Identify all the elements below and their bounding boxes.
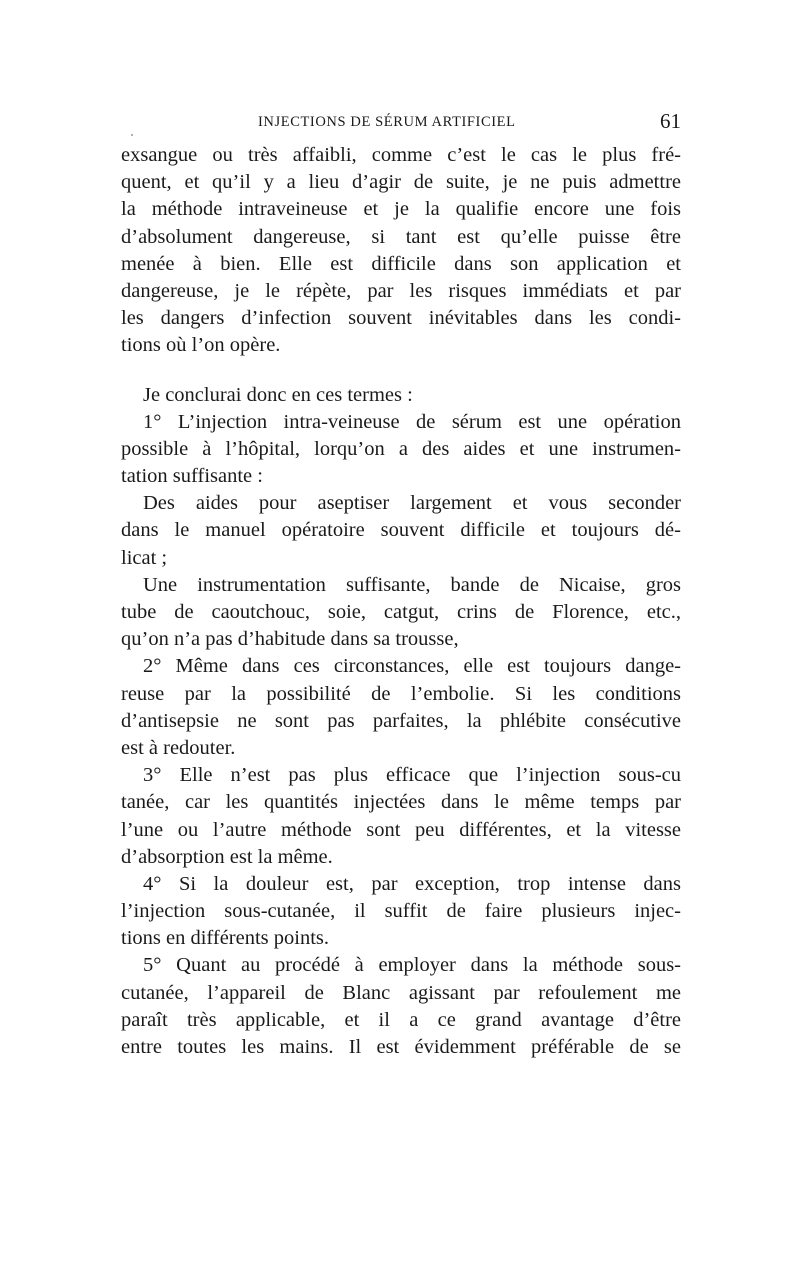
- text-line: menée à bien. Elle est difficile dans son application et: [121, 252, 681, 275]
- text-line: l’injection sous-cutanée, il suffit de faire plusieurs injec-: [121, 900, 681, 923]
- text-line: tube de caoutchouc, soie, catgut, crins de Florence, etc.,: [121, 601, 681, 623]
- paragraph: [121, 871, 681, 953]
- page-header: [121, 108, 681, 142]
- text-line: tions en différents points.: [121, 927, 330, 950]
- text-line: tanée, car les quantités injectées dans le même temps par: [121, 791, 681, 814]
- paragraph: [121, 762, 681, 871]
- text-line: Je conclurai donc en ces termes :: [143, 383, 413, 406]
- text-line: tation suffisante :: [121, 465, 263, 488]
- text-line: qu’on n’a pas d’habitude dans sa trousse,: [121, 628, 459, 651]
- text-line: Une instrumentation suffisante, bande de Nicaise, gros: [143, 573, 681, 596]
- body-text: [121, 142, 681, 1061]
- paragraph-gap: [121, 360, 681, 382]
- text-line: exsangue ou très affaibli, comme c’est le cas le plus fré-: [121, 144, 681, 166]
- text-line: paraît très applicable, et il a ce grand avantage d’être: [121, 1008, 681, 1031]
- text-line: possible à l’hôpital, lorqu’on a des aides et une instrumen-: [121, 437, 681, 460]
- text-line: 4° Si la douleur est, par exception, trop intense dans: [143, 872, 681, 895]
- paragraph: [121, 382, 681, 409]
- book-page: [121, 108, 681, 1061]
- text-line: d’absolument dangereuse, si tant est qu’elle puisse être: [121, 225, 681, 248]
- text-line: les dangers d’infection souvent inévitables dans les condi-: [121, 307, 681, 330]
- paragraph: [121, 572, 681, 654]
- text-line: d’absorption est la même.: [121, 845, 333, 868]
- text-line: quent, et qu’il y a lieu d’agir de suite, je ne puis admettre: [121, 171, 681, 194]
- paragraph: [121, 409, 681, 491]
- running-title: INJECTIONS DE SÉRUM ARTIFICIEL: [258, 114, 516, 130]
- text-line: 2° Même dans ces circonstances, elle est toujours dange-: [143, 655, 681, 678]
- text-line: est à redouter.: [121, 736, 236, 759]
- paragraph: [121, 490, 681, 572]
- text-line: cutanée, l’appareil de Blanc agissant par refoulement me: [121, 981, 681, 1004]
- paragraph: [121, 952, 681, 1061]
- text-line: 3° Elle n’est pas plus efficace que l’injection sous-cu: [143, 764, 681, 787]
- text-line: entre toutes les mains. Il est évidemment préférable de se: [121, 1036, 681, 1058]
- text-line: reuse par la possibilité de l’embolie. Si les conditions: [121, 682, 681, 705]
- text-line: 1° L’injection intra-veineuse de sérum est une opération: [143, 410, 681, 433]
- text-line: tions où l’on opère.: [121, 334, 281, 357]
- text-line: l’une ou l’autre méthode sont peu différentes, et la vitesse: [121, 818, 681, 841]
- paragraph: [121, 142, 681, 360]
- text-line: d’antisepsie ne sont pas parfaites, la phlébite consécutive: [121, 709, 681, 732]
- text-line: licat ;: [121, 546, 168, 569]
- text-line: dangereuse, je le répète, par les risques immédiats et par: [121, 279, 681, 302]
- text-line: 5° Quant au procédé à employer dans la méthode sous-: [143, 954, 681, 977]
- page-number: 61: [660, 109, 681, 133]
- margin-mark: [131, 134, 133, 136]
- paragraph: [121, 653, 681, 762]
- text-line: dans le manuel opératoire souvent difficile et toujours dé-: [121, 519, 681, 542]
- text-line: Des aides pour aseptiser largement et vous seconder: [143, 492, 681, 515]
- text-line: la méthode intraveineuse et je la qualifie encore une fois: [121, 198, 681, 221]
